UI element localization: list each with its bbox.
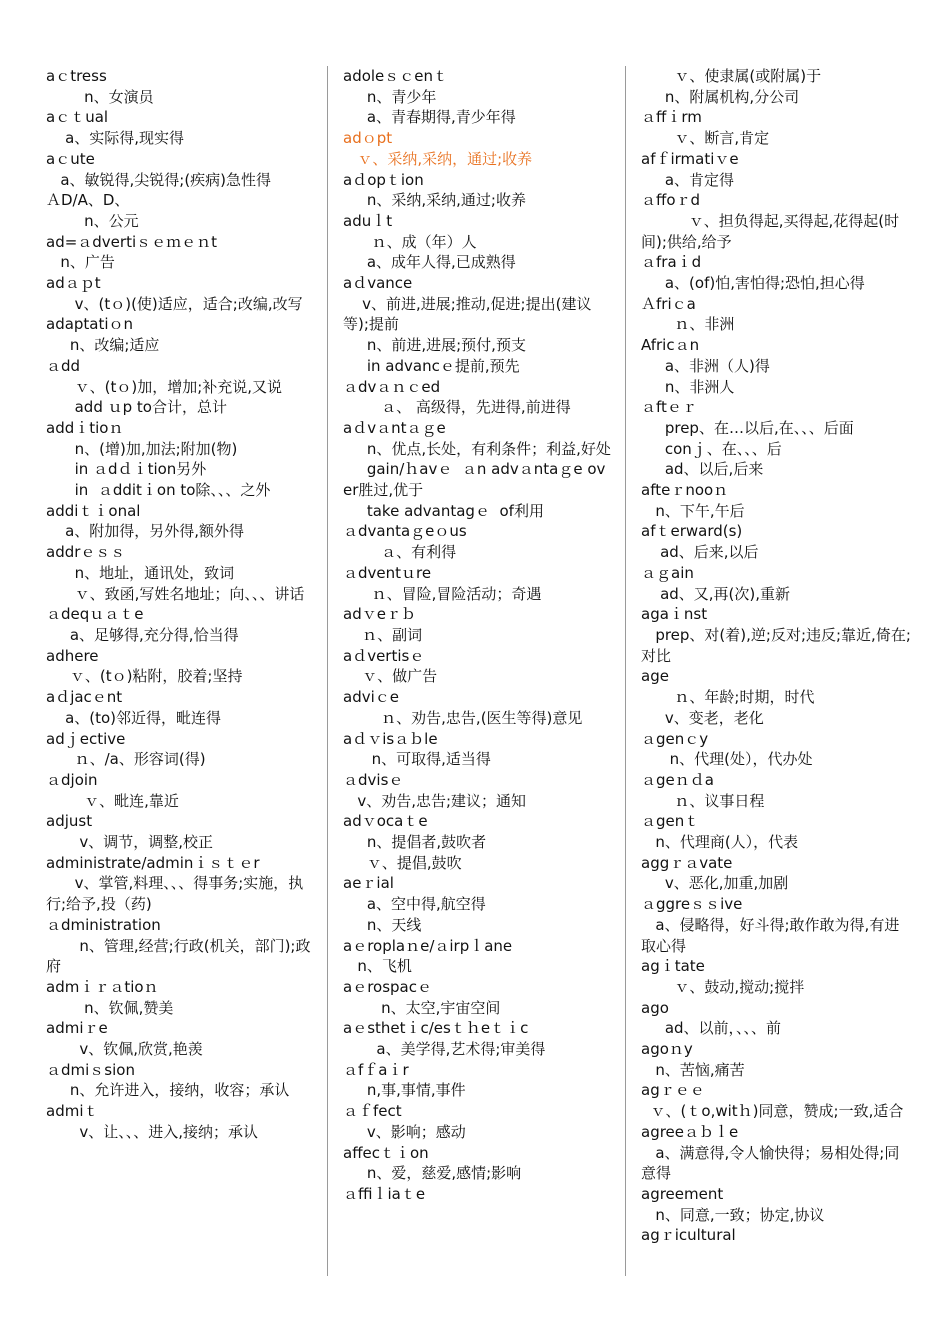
entry-line: n、允许进入，接纳，收容；承认 (46, 1081, 290, 1100)
entry-line: ago (641, 998, 669, 1017)
entry-line: v、钦佩,欣赏,艳羡 (46, 1040, 203, 1059)
entry-line: in advancｅ提前,预先 (343, 356, 520, 375)
entry-line: afｆirmatiｖe (641, 149, 739, 168)
entry-line: n、太空,宇宙空间 (343, 998, 501, 1017)
entry-line: n、地址，通讯处，致词 (46, 563, 235, 582)
entry-line: aｃtress (46, 67, 107, 85)
entry-line: n、钦佩,赞美 (46, 998, 174, 1017)
entry-line: ｖ、提倡,鼓吹 (343, 853, 462, 872)
entry-line: n、苦恼,痛苦 (641, 1060, 745, 1079)
column-2 (343, 66, 611, 1205)
entry-line: adｊective (46, 729, 126, 748)
entry-line: n、优点,长处，有利条件；利益,好处 (343, 439, 611, 458)
entry-line: aｅroplaｎe/ａirpｌane (343, 936, 513, 955)
entry-line: ｖ、(tｏ)粘附，胶着;坚持 (46, 667, 243, 686)
entry-line: v、掌管,料理、、、得事务;实施，执行;给予,投（药) (46, 874, 304, 914)
entry-line: adoleｓｃenｔ (343, 67, 449, 85)
entry-line: ａgenｃy (641, 729, 709, 748)
entry-line: a、青春期得,青少年得 (343, 108, 516, 127)
entry-line: affecｔｉon (343, 1143, 429, 1162)
entry-line: agreement (641, 1184, 724, 1203)
column-3 (641, 66, 913, 1246)
entry-line: adjust (46, 812, 93, 831)
entry-line: adviｃe (343, 688, 399, 707)
column-divider (327, 66, 328, 1276)
entry-line: adｏpt (343, 129, 393, 148)
entry-line: ａdjoin (46, 770, 98, 789)
entry-line: ａfｆaｉr (343, 1060, 409, 1079)
entry-line: n、可取得,适当得 (343, 750, 491, 769)
entry-line: v、前进,进展;推动,促进;提出(建议等);提前 (343, 294, 592, 334)
entry-line: v、(tｏ)(使)适应，适合;改编,改写 (46, 294, 303, 313)
entry-line: a、满意得,令人愉快得；易相处得;同意得 (641, 1143, 900, 1183)
entry-line: a、实际得,现实得 (46, 129, 185, 148)
entry-line: n、女演员 (46, 87, 154, 106)
entry-line: ad、以前，、、、前 (641, 1019, 782, 1038)
entry-line: ａｆfect (343, 1102, 402, 1121)
entry-line: v、影响；感动 (343, 1122, 466, 1141)
entry-line: ａgeｎｄa (641, 770, 714, 789)
entry-line: ｖ、毗连,靠近 (46, 791, 179, 810)
entry-line: adaptatiｏn (46, 315, 134, 334)
entry-line: ｎ、冒险,冒险活动；奇遇 (343, 584, 542, 603)
entry-line: ｎ、成（年）人 (343, 232, 477, 251)
entry-line: n、青少年 (343, 87, 437, 106)
entry-line: adhere (46, 646, 99, 665)
entry-line: take advantagｅ of利用 (343, 501, 544, 520)
entry-line: n、附属机构,分公司 (641, 87, 800, 106)
entry-line: ａffoｒd (641, 191, 701, 210)
entry-line: ｖ、(ｔo,witｈ)同意，赞成;一致,适合 (641, 1102, 904, 1121)
entry-line: n、代理(处），代办处 (641, 750, 813, 769)
entry-line: prep、对(着),逆;反对;违反;靠近,倚在;对比 (641, 625, 911, 665)
entry-line: add ｕp to合计，总计 (46, 398, 227, 417)
entry-line: agoｎy (641, 1040, 693, 1059)
entry-line: aｄvance (343, 274, 413, 293)
entry-line: ｖ、(tｏ)加，增加;补充说,又说 (46, 377, 283, 396)
entry-line: n、飞机 (343, 957, 412, 976)
entry-line: v、变老，老化 (641, 708, 764, 727)
entry-line: ＡD/A、D、 (46, 191, 130, 210)
entry-line: ad、后来,以后 (641, 543, 759, 562)
entry-line: agｒicultural (641, 1226, 736, 1245)
entry-line: ｎ、非洲 (641, 315, 735, 334)
entry-line: ｎ、年龄;时期，时代 (641, 688, 815, 707)
entry-line: v、劝告,忠告;建议；通知 (343, 791, 527, 810)
entry-line: aeｒial (343, 874, 394, 893)
entry-line: gain/ｈavｅ ａn advａntaｇe over胜过,优于 (343, 460, 606, 500)
entry-line: age (641, 667, 669, 686)
entry-line: ｖ、担负得起,买得起,花得起(时间);供给,给予 (641, 211, 900, 251)
entry-line: a、(to)邻近得，毗连得 (46, 708, 222, 727)
entry-line: v、恶化,加重,加剧 (641, 874, 789, 893)
entry-line: admiｒe (46, 1019, 108, 1038)
entry-line: Africａn (641, 336, 700, 355)
entry-line: admiｔ (46, 1102, 99, 1121)
entry-line: ａdministration (46, 915, 161, 934)
entry-line: aｄopｔion (343, 170, 424, 189)
entry-line: ｎ、副词 (343, 625, 423, 644)
entry-line: n、改编;适应 (46, 336, 160, 355)
entry-line: a、肯定得 (641, 170, 735, 189)
entry-line: addｉtioｎ (46, 418, 124, 437)
entry-line: in ａdditｉon to除、、、之外 (46, 481, 271, 500)
entry-line: addiｔｉonal (46, 501, 141, 520)
entry-line: ａftｅｒ (641, 398, 697, 417)
entry-line: ｖ、使隶属(或附属)于 (641, 67, 822, 85)
entry-line: n、代理商(人），代表 (641, 833, 799, 852)
entry-line: ad、又,再(次),重新 (641, 584, 791, 603)
entry-line: a、侵略得，好斗得;敢作敢为得,有进取心得 (641, 915, 900, 955)
entry-line: ａdvantaｇeｏus (343, 522, 467, 541)
entry-line: v、调节，调整,校正 (46, 833, 214, 852)
entry-line: n、提倡者,鼓吹者 (343, 833, 487, 852)
entry-line: ｎ、劝告,忠告,(医生等得)意见 (343, 708, 583, 727)
entry-line: ａdvａｎｃed (343, 377, 441, 396)
entry-line: Ａfriｃa (641, 294, 696, 313)
entry-line: in ａdｄｉtion另外 (46, 460, 207, 479)
entry-line: n,事,事情,事件 (343, 1081, 466, 1100)
entry-line: adａｐt (46, 274, 101, 293)
entry-line: agaｉnst (641, 605, 708, 624)
entry-line: aｅrospacｅ (343, 977, 432, 996)
entry-line: afteｒnooｎ (641, 481, 729, 500)
entry-line: ｖ、鼓动,搅动;搅拌 (641, 977, 805, 996)
entry-line: n、采纳,采纳,通过;收养 (343, 191, 526, 210)
entry-line: ａ、有利得 (343, 543, 457, 562)
entry-line: aｄvertisｅ (343, 646, 425, 665)
entry-line: a、足够得,充分得,恰当得 (46, 625, 239, 644)
entry-line: ｖ、采纳,采纳，通过;收养 (343, 149, 533, 168)
entry-line: ａdd (46, 356, 81, 375)
entry-line: aｄｖisａｂle (343, 729, 438, 748)
entry-line: a、美学得,艺术得;审美得 (343, 1040, 546, 1059)
entry-line: aｄvａntａｇe (343, 418, 446, 437)
entry-line: admｉｒａtioｎ (46, 977, 159, 996)
entry-line: ｖ、做广告 (343, 667, 438, 686)
entry-line: n、爱，慈爱,感情;影响 (343, 1164, 522, 1183)
entry-line: ａffiｌiaｔe (343, 1184, 426, 1203)
entry-line: n、(增)加,加法;附加(物) (46, 439, 238, 458)
entry-line: ａdmiｓsion (46, 1060, 135, 1079)
entry-line: agｉtate (641, 957, 705, 976)
entry-line: administrate/adminｉｓｔｅr (46, 853, 260, 872)
entry-line: ａggreｓｓive (641, 895, 743, 914)
entry-line: n、下午,午后 (641, 501, 745, 520)
entry-line: adｖeｒｂ (343, 605, 416, 624)
entry-line: conｊ、在、、、后 (641, 439, 782, 458)
entry-line: afｔerward(s) (641, 522, 743, 541)
entry-line: aｃｔual (46, 108, 109, 127)
entry-line: n、非洲人 (641, 377, 735, 396)
entry-line: ａfraｉd (641, 253, 702, 272)
entry-line: aｅsthetｉc/esｔｈeｔｉc (343, 1019, 529, 1038)
entry-line: a、(of)怕,害怕得;恐怕,担心得 (641, 274, 865, 293)
entry-line: ｖ、断言,肯定 (641, 129, 770, 148)
entry-line: ｎ、/a、形容词(得) (46, 750, 206, 769)
entry-line: n、广告 (46, 253, 115, 272)
entry-line: aｃute (46, 149, 95, 168)
entry-line: n、同意,一致；协定,协议 (641, 1205, 825, 1224)
entry-line: aｄjacｅnt (46, 688, 123, 707)
entry-line: v、让、、、进入,接纳；承认 (46, 1122, 259, 1141)
entry-line: n、公元 (46, 211, 139, 230)
entry-line: ａdvisｅ (343, 770, 404, 789)
entry-line: aduｌt (343, 211, 393, 230)
entry-line: prep、在…以后,在、、、后面 (641, 418, 854, 437)
entry-line: addrｅｓｓ (46, 543, 126, 562)
entry-line: ｖ、致函,写姓名地址；向、、、讲话 (46, 584, 305, 603)
entry-line: ａdventｕre (343, 563, 432, 582)
entry-line: a、成年人得,已成熟得 (343, 253, 516, 272)
entry-line: n、前进,进展;预付,预支 (343, 336, 526, 355)
entry-line: ａｇain (641, 563, 694, 582)
entry-line: agreeａｂｌe (641, 1122, 739, 1141)
entry-line: ad、以后,后来 (641, 460, 764, 479)
entry-line: agｒｅｅ (641, 1081, 705, 1100)
entry-line: n、天线 (343, 915, 422, 934)
entry-line: a、附加得，另外得,额外得 (46, 522, 245, 541)
entry-line: ad=ａdvertiｓｅｍｅｎt (46, 232, 218, 251)
entry-line: ａdeqｕａｔe (46, 605, 144, 624)
entry-line: ａffｉrm (641, 108, 702, 127)
entry-line: ｎ、议事日程 (641, 791, 765, 810)
entry-line: adｖocaｔe (343, 812, 428, 831)
entry-line: ａ、 高级得，先进得,前进得 (343, 398, 571, 417)
entry-line: aggｒａvate (641, 853, 733, 872)
entry-line: a、敏锐得,尖锐得;(疾病)急性得 (46, 170, 272, 189)
column-divider (625, 66, 626, 1276)
entry-line: a、非洲（人)得 (641, 356, 770, 375)
column-1 (46, 66, 318, 1143)
entry-line: n、管理,经营;行政(机关，部门);政府 (46, 936, 311, 976)
entry-line: ａgenｔ (641, 812, 700, 831)
entry-line: a、空中得,航空得 (343, 895, 486, 914)
